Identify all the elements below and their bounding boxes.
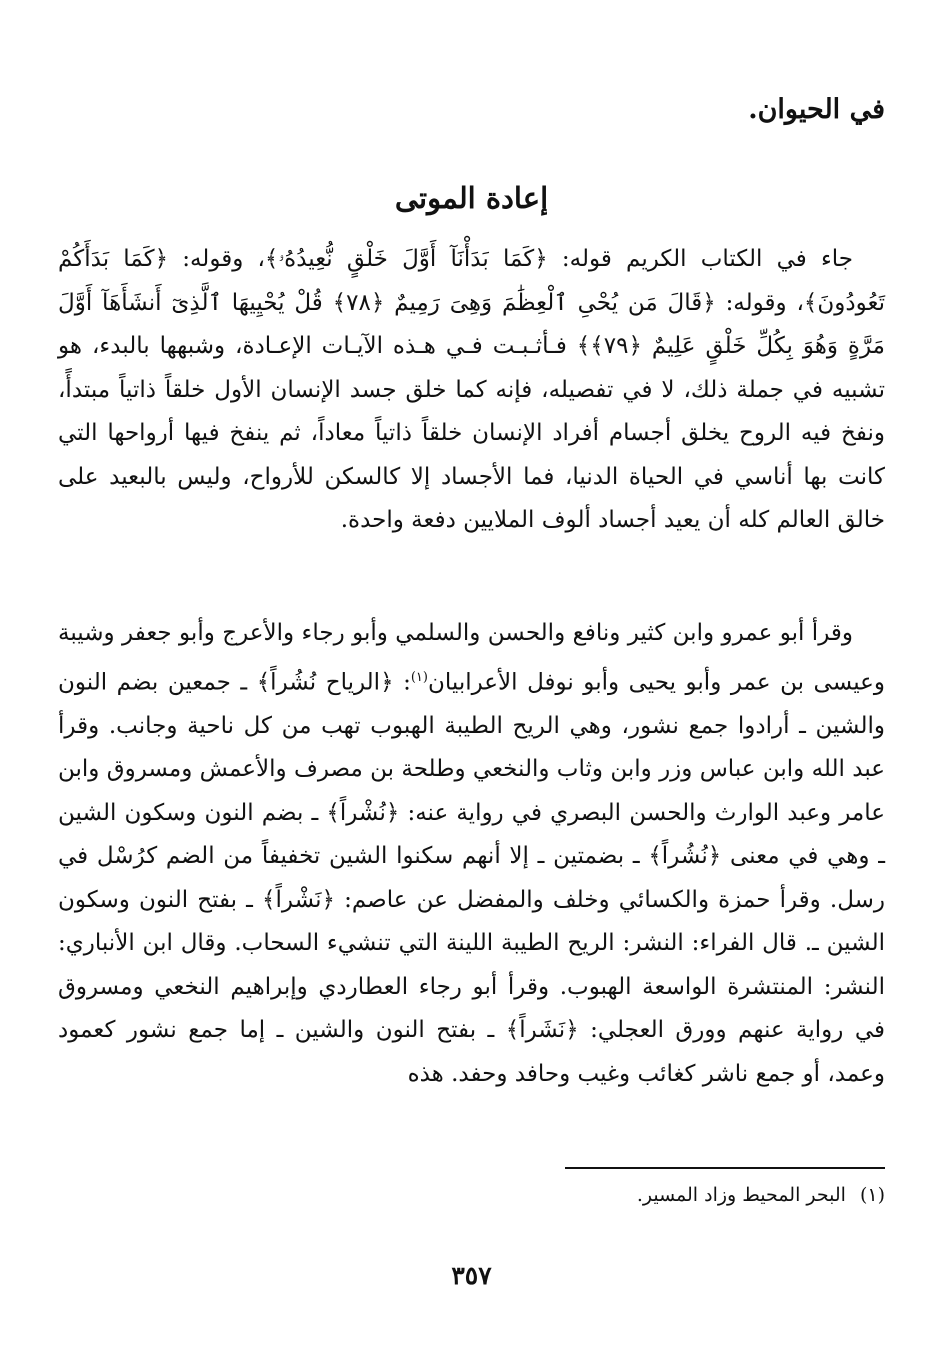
paragraph-1-text: جاء في الكتاب الكريم قوله: ﴿كَمَا بَدَأْنَآ أَوَّلَ خَلْقٍ نُّعِيدُهُۥ﴾، وقوله: ﴿كَمَا بَدَأَكُمْ تَعُودُونَ﴾، وقوله: ﴿قَالَ مَن يُحْىِ ٱلْعِظَٰمَ وَهِىَ رَمِيمٌ ﴿٧٨﴾ قُلْ يُحْيِيهَا ٱلَّذِىٓ أَنشَأَهَآ أَوَّلَ مَرَّةٍ وَهُوَ بِكُلِّ خَلْقٍ عَلِيمٌ ﴿٧٩﴾﴾ فـأثـبـت فـي هـذه الآيـات الإعـادة، وشبهها بالبدء، هو تشبيه في جملة ذلك، لا في تفصيله، فإنه كما خلق جسد الإنسان الأول خلقاً ذاتياً مبتدأً، ونفخ فيه الروح يخلق أجسام أفراد الإنسان خلقاً ذاتياً معاداً، ثم ينفخ فيها أرواحها التي كانت بها أناسي في الحياة الدنيا، فما الأجساد إلا كالسكن للأرواح، وليس بالبعيد على خالق العالم كله أن يعيد أجساد ألوف الملايين دفعة واحدة. <box>58 246 886 533</box>
page-number: ٣٥٧ <box>451 1261 492 1290</box>
footnote-number: (١) <box>859 1184 885 1206</box>
body-paragraph-2 <box>58 612 885 1096</box>
paragraph-2-text-b: : ﴿الرياح نُشُراً﴾ ـ جمعين بضم النون والشين ـ أرادوا جمع نشور، وهي الريح الطيبة الهبوب تهب من كل ناحية وجانب. وقرأ عبد الله وابن عباس وزر وابن وثاب والنخعي وطلحة بن مصرف والأعمش ومسروق وابن عامر وعبد الوارث والحسن البصري في رواية عنه: ﴿نُشْراً﴾ ـ بضم النون وسكون الشين ـ وهي في معنى ﴿نُشُراً﴾ ـ بضمتين ـ إلا أنهم سكنوا الشين تخفيفاً من الضم كرُسْل في رسل. وقرأ حمزة والكسائي وخلف والمفضل عن عاصم: ﴿نَشْراً﴾ ـ بفتح النون وسكون الشين ـ. قال الفراء: النشر: الريح الطيبة اللينة التي تنشيء السحاب. وقال ابن الأنباري: النشر: المنتشرة الواسعة الهبوب. وقرأ أبو رجاء العطاردي وإبراهيم النخعي ومسروق في رواية عنهم وورق العجلي: ﴿نَشَراً﴾ ـ بفتح النون والشين ـ إما جمع نشور كعمود وعمد، أو جمع ناشر كغائب وغيب وحافد وحفد. هذه <box>58 669 885 1087</box>
continuation-line: في الحيوان. <box>748 94 885 125</box>
footnote-text: البحر المحيط وزاد المسير. <box>636 1184 846 1206</box>
section-heading: إعادة الموتى <box>394 181 549 215</box>
footnote-marker[interactable]: (١) <box>410 669 428 685</box>
footnote <box>637 1180 885 1210</box>
body-paragraph-1 <box>58 238 885 543</box>
footnote-separator <box>565 1167 885 1169</box>
paragraph-2-text-a: وقرأ أبو عمرو وابن كثير ونافع والحسن والسلمي وأبو رجاء والأعرج وأبو جعفر وشيبة وعيسى بن عمر وأبو يحيى وأبو نوفل الأعرابيان <box>58 620 885 696</box>
